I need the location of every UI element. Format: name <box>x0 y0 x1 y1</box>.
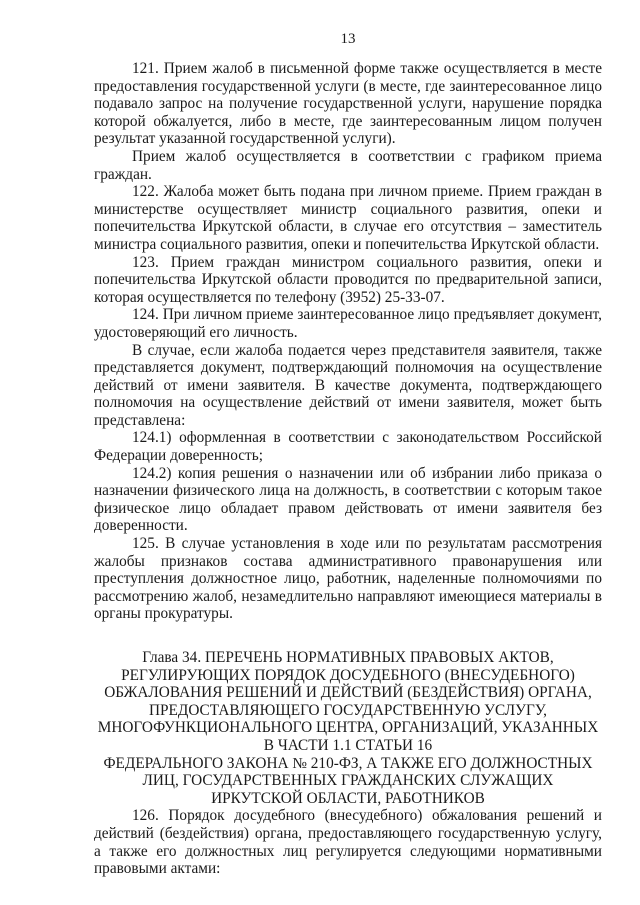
chapter-heading-line: В ЧАСТИ 1.1 СТАТЬИ 16 <box>263 736 433 754</box>
chapter-heading-line: ФЕДЕРАЛЬНОГО ЗАКОНА № 210-ФЗ, А ТАКЖЕ ЕГО ДОЛЖНОСТНЫХ <box>103 754 593 772</box>
paragraph-123: 123. Прием граждан министром социального развития, опеки и попечительства Иркутской области проводится по предварительной записи, которая осуществляется по телефону (3952) 25-33-07. <box>94 253 602 306</box>
chapter-heading-line: ПРЕДОСТАВЛЯЮЩЕГО ГОСУДАРСТВЕННУЮ УСЛУГУ, <box>148 701 547 719</box>
paragraph-125: 125. В случае установления в ходе или по результатам рассмотрения жалобы признаков состава административного правонарушения или преступления должностное лицо, работник, наделенные полномочиями по рассмотрению жалоб, незамедлительно направляют имеющиеся материалы в органы прокуратуры. <box>94 535 602 623</box>
paragraph-124-1: 124.1) оформленная в соответствии с законодательством Российской Федерации доверенность; <box>94 429 602 465</box>
paragraph-122: 122. Жалоба может быть подана при личном приеме. Прием граждан в министерстве осуществляет министр социального развития, опеки и попечительства Иркутской области, в случае его отсутствия – заместитель министра социального развития, опеки и попечительства Иркутской области. <box>94 183 602 253</box>
chapter-heading-line: ЛИЦ, ГОСУДАРСТВЕННЫХ ГРАЖДАНСКИХ СЛУЖАЩИХ <box>142 772 554 790</box>
document-page <box>94 0 602 905</box>
chapter-heading-line: ИРКУТСКОЙ ОБЛАСТИ, РАБОТНИКОВ <box>211 789 485 807</box>
paragraph-126: 126. Порядок досудебного (внесудебного) обжалования решений и действий (бездействия) органа, предоставляющего государственную услугу, а также его должностных лиц регулируется следующими нормативными правовыми актами: <box>94 807 602 878</box>
chapter-heading-line: ОБЖАЛОВАНИЯ РЕШЕНИЙ И ДЕЙСТВИЙ (БЕЗДЕЙСТВИЯ) ОРГАНА, <box>104 684 592 702</box>
paragraph-124-2: 124.2) копия решения о назначении или об избрании либо приказа о назначении физического лица на должность, в соответствии с которым такое физическое лицо обладает правом действовать от имени заявителя без доверенности. <box>94 464 602 535</box>
chapter-heading-line: МНОГОФУНКЦИОНАЛЬНОГО ЦЕНТРА, ОРГАНИЗАЦИЙ, УКАЗАННЫХ <box>97 719 599 737</box>
chapter-heading-line: Глава 34. ПЕРЕЧЕНЬ НОРМАТИВНЫХ ПРАВОВЫХ АКТОВ, <box>142 649 554 666</box>
chapter-heading-line: РЕГУЛИРУЮЩИХ ПОРЯДОК ДОСУДЕБНОГО (ВНЕСУДЕБНОГО) <box>121 666 575 684</box>
paragraph-121: 121. Прием жалоб в письменной форме также осуществляется в месте предоставления государственной услуги (в месте, где заинтересованное лицо подавало запрос на получение государственной услуги, нарушение порядка которой обжалуется, либо в месте, где заинтересованным лицом получен результат указанной государственной услуги). <box>94 60 602 148</box>
paragraph-124: 124. При личном приеме заинтересованное лицо предъявляет документ, удостоверяющий его личность. <box>94 306 602 341</box>
page-number: 13 <box>340 31 356 47</box>
paragraph-124-representative: В случае, если жалоба подается через представителя заявителя, также представляется документ, подтверждающий полномочия на осуществление действий от имени заявителя. В качестве документа, подтверждающего полномочия на осуществление действий от имени заявителя, может быть представлена: <box>94 341 602 429</box>
paragraph-121-schedule: Прием жалоб осуществляется в соответствии с графиком приема граждан. <box>94 147 602 183</box>
chapter-34-heading <box>94 649 602 807</box>
document-body <box>94 60 602 878</box>
